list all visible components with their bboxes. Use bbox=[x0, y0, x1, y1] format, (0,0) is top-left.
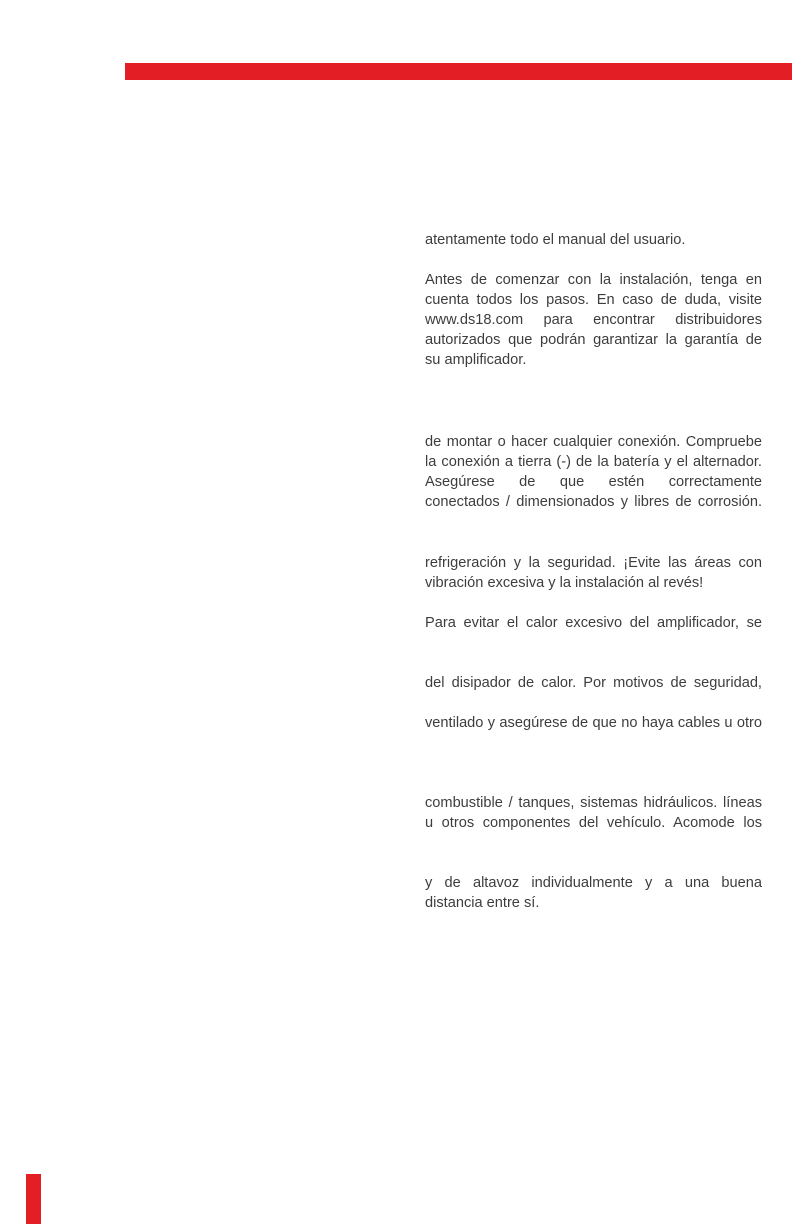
text-line: u otros componentes del vehículo. Acomode los bbox=[425, 815, 762, 831]
text-line: www.ds18.com para encontrar distribuidores bbox=[425, 312, 762, 328]
text-line: combustible / tanques, sistemas hidráulicos. líneas bbox=[425, 795, 762, 811]
text-line: cuenta todos los pasos. En caso de duda, visite bbox=[425, 292, 762, 308]
text-line: atentamente todo el manual del usuario. bbox=[425, 232, 686, 248]
text-line: del disipador de calor. Por motivos de seguridad, bbox=[425, 675, 762, 691]
text-line: Asegúrese de que estén correctamente bbox=[425, 474, 762, 490]
text-line: de montar o hacer cualquier conexión. Compruebe bbox=[425, 434, 762, 450]
text-line: autorizados que podrán garantizar la garantía de bbox=[425, 332, 762, 348]
text-line: y de altavoz individualmente y a una buena bbox=[425, 875, 762, 891]
text-line: vibración excesiva y la instalación al revés! bbox=[425, 575, 704, 591]
text-line: refrigeración y la seguridad. ¡Evite las áreas con bbox=[425, 555, 762, 571]
text-line: Antes de comenzar con la instalación, tenga en bbox=[425, 272, 762, 288]
page-side-tab bbox=[26, 1174, 41, 1224]
text-line: la conexión a tierra (-) de la batería y el alternador. bbox=[425, 454, 762, 470]
header-accent-bar bbox=[125, 63, 792, 80]
text-line: conectados / dimensionados y libres de corrosión. bbox=[425, 494, 762, 510]
text-line: Para evitar el calor excesivo del amplificador, se bbox=[425, 615, 762, 631]
text-line: su amplificador. bbox=[425, 352, 527, 368]
text-line: ventilado y asegúrese de que no haya cables u otro bbox=[425, 715, 762, 731]
text-line: distancia entre sí. bbox=[425, 895, 540, 911]
